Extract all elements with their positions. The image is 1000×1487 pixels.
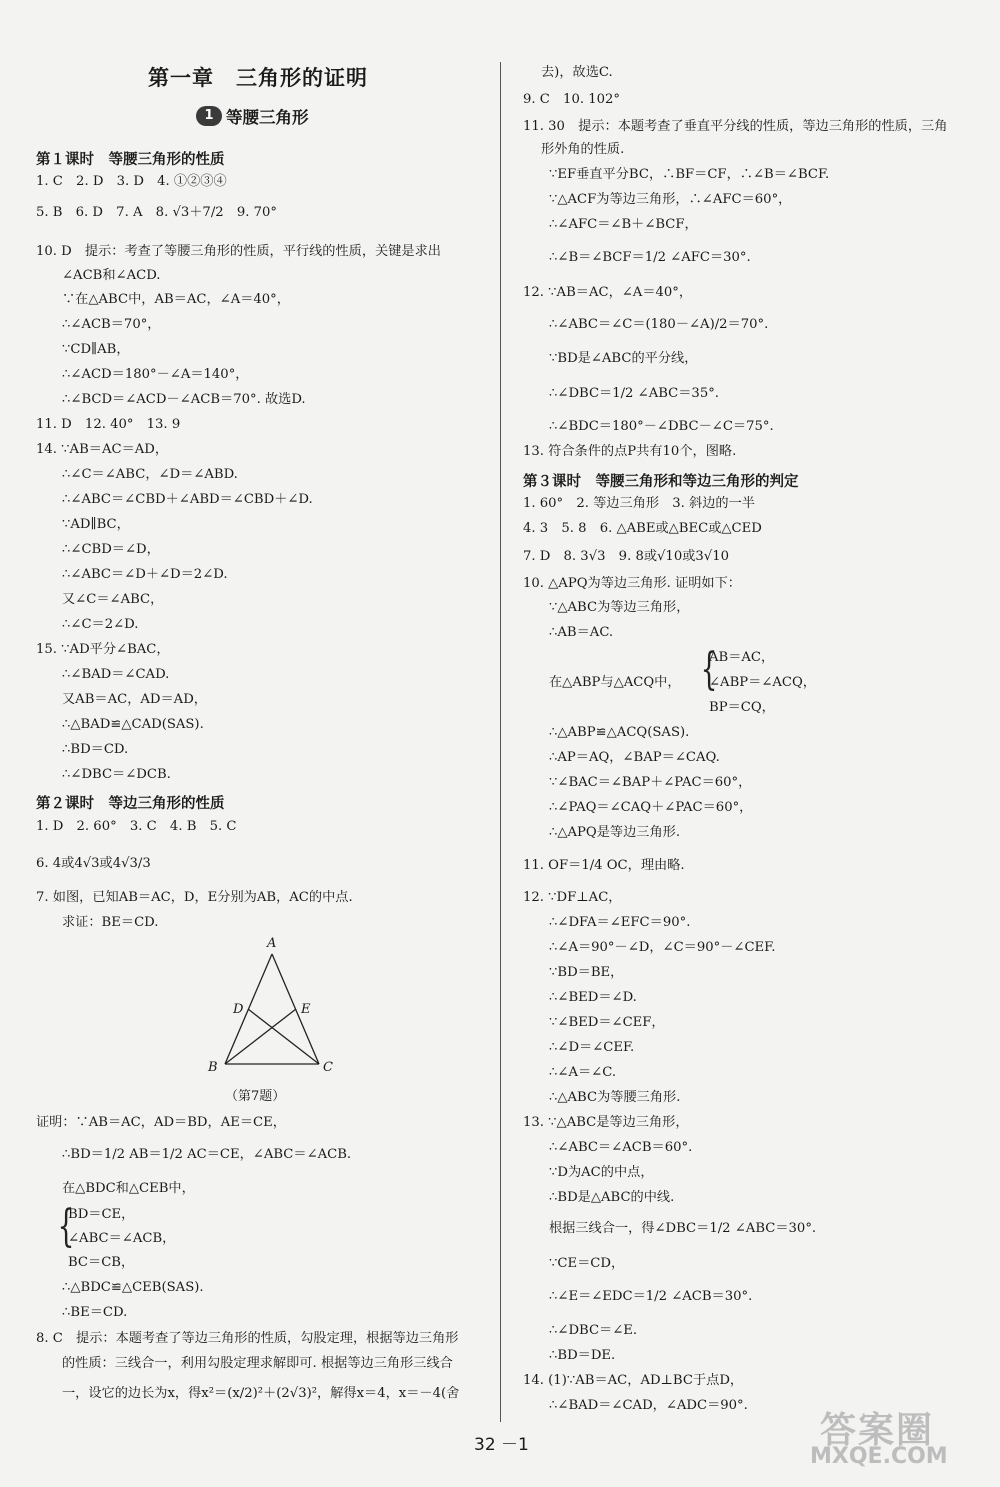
watermark-logo-text: 答案圈	[820, 1410, 935, 1451]
answer-line: 12. ∵AB＝AC，∠A＝40°，	[523, 285, 693, 300]
chapter-title: 第一章 三角形的证明	[148, 66, 368, 90]
answer-line: ∴∠BAD＝∠CAD，∠ADC＝90°.	[549, 1398, 748, 1413]
answer-line: ∴∠BCD＝∠ACD－∠ACB＝70°. 故选D.	[62, 392, 306, 407]
answer-line: ∴BD是△ABC的中线.	[549, 1190, 675, 1205]
answer-line: 证明：∵AB＝AC，AD＝BD，AE＝CE，	[36, 1115, 286, 1130]
answer-line: ∴△ABP≌△ACQ(SAS).	[549, 725, 690, 740]
system-brace: {	[700, 644, 718, 695]
answer-line: ∵△ABC为等边三角形，	[549, 600, 690, 615]
answer-line: 11. D 12. 40° 13. 9	[36, 417, 181, 432]
unit-number-badge: 1	[196, 106, 222, 126]
segment-cd	[248, 1009, 319, 1064]
section-title-lesson2: 第２课时 等边三角形的性质	[36, 796, 225, 812]
answer-line: ∴∠BAD＝∠CAD.	[62, 667, 170, 682]
site-watermark	[800, 1402, 980, 1477]
answer-line: ∠ABC＝∠ACB，	[68, 1231, 176, 1246]
answer-line: ∠ABP＝∠ACQ，	[709, 675, 816, 690]
answer-line: 在△ABP与△ACQ中，	[549, 675, 681, 690]
answer-line: 14. ∵AB＝AC＝AD，	[36, 442, 169, 457]
answer-line: ∵CD∥AB，	[62, 342, 130, 357]
answer-line: ∴BD＝1/2 AB＝1/2 AC＝CE，∠ABC＝∠ACB.	[62, 1147, 352, 1162]
answer-line: ∴∠A＝90°－∠D，∠C＝90°－∠CEF.	[549, 940, 776, 955]
answer-line: ∴∠E＝∠EDC＝1/2 ∠ACB＝30°.	[549, 1289, 753, 1304]
unit-title: 等腰三角形	[226, 108, 309, 127]
section-title-lesson3: 第３课时 等腰三角形和等边三角形的判定	[523, 474, 799, 490]
answer-line: ∵△ACF为等边三角形，∴∠AFC＝60°，	[549, 192, 792, 207]
figure-caption: （第7题）	[225, 1089, 286, 1104]
answer-line: ∵D为AC的中点，	[549, 1165, 654, 1180]
answer-line: 7. D 8. 3√3 9. 8或√10或3√10	[523, 549, 729, 564]
answer-line: 9. C 10. 102°	[523, 92, 620, 107]
answer-line: 求证：BE＝CD.	[62, 915, 159, 930]
answer-line: 根据三线合一，得∠DBC＝1/2 ∠ABC＝30°.	[549, 1221, 817, 1236]
answer-line: ∴∠CBD＝∠D，	[62, 542, 160, 557]
answer-line: 形外角的性质.	[541, 142, 625, 157]
answer-line: AB＝AC，	[709, 650, 775, 665]
answer-line: ∴∠DBC＝1/2 ∠ABC＝35°.	[549, 386, 719, 401]
answer-line: ∴∠ABC＝∠C＝(180－∠A)/2＝70°.	[549, 317, 769, 332]
answer-line: 去)，故选C.	[541, 65, 613, 80]
answer-line: 在△BDC和△CEB中，	[62, 1181, 195, 1196]
answer-line: ∴∠PAQ＝∠CAQ＋∠PAC＝60°，	[549, 800, 753, 815]
answer-line: ∵CE＝CD，	[549, 1256, 625, 1271]
segment-be	[225, 1009, 296, 1064]
answer-line: ∴△BDC≌△CEB(SAS).	[62, 1280, 204, 1295]
answer-line: ∠ACB和∠ACD.	[62, 268, 161, 283]
answer-line: ∴∠C＝∠ABC，∠D＝∠ABD.	[62, 467, 238, 482]
answer-line: 10. △APQ为等边三角形. 证明如下：	[523, 576, 741, 591]
answer-line: 14. (1)∵AB＝AC，AD⊥BC于点D，	[523, 1373, 744, 1388]
answer-line: ∴∠D＝∠CEF.	[549, 1040, 635, 1055]
answer-line: BP＝CQ，	[709, 700, 775, 715]
answer-line: ∴△ABC为等腰三角形.	[549, 1090, 681, 1105]
answer-line: ∴∠DBC＝∠E.	[549, 1323, 638, 1338]
vertex-label-e: E	[301, 1002, 311, 1017]
answer-line: ∴∠ABC＝∠D＋∠D＝2∠D.	[62, 567, 228, 582]
answer-line: 1. D 2. 60° 3. C 4. B 5. C	[36, 819, 237, 834]
answer-line: ∵BD是∠ABC的平分线，	[549, 351, 698, 366]
watermark-url: MXQE.COM	[810, 1444, 948, 1469]
vertex-label-b: B	[208, 1060, 218, 1075]
answer-line: 7. 如图，已知AB＝AC，D，E分别为AB，AC的中点.	[36, 890, 353, 905]
answer-line: 6. 4或4√3或4√3/3	[36, 856, 151, 871]
answer-line: 又AB＝AC，AD＝AD，	[62, 692, 207, 707]
answer-line: ∴BD＝CD.	[62, 742, 129, 757]
answer-line: 5. B 6. D 7. A 8. √3＋7/2 9. 70°	[36, 205, 277, 220]
system-brace: {	[57, 1201, 75, 1252]
answer-line: BD＝CE，	[68, 1207, 135, 1222]
answer-line: ∴∠DFA＝∠EFC＝90°.	[549, 915, 691, 930]
answer-line: ∵在△ABC中，AB＝AC，∠A＝40°，	[62, 292, 290, 307]
vertex-label-d: D	[233, 1002, 244, 1017]
vertex-label-c: C	[323, 1060, 333, 1075]
answer-line: 13. ∵△ABC是等边三角形，	[523, 1115, 689, 1130]
answer-line: ∵AD∥BC，	[62, 517, 130, 532]
answer-line: ∴AP＝AQ，∠BAP＝∠CAQ.	[549, 750, 720, 765]
answer-line: ∵∠BAC＝∠BAP＋∠PAC＝60°，	[549, 775, 752, 790]
column-divider	[500, 62, 501, 1422]
answer-line: 4. 3 5. 8 6. △ABE或△BEC或△CED	[523, 521, 762, 536]
answer-line: 的性质：三线合一，利用勾股定理求解即可. 根据等边三角形三线合	[62, 1356, 453, 1371]
answer-line: 13. 符合条件的点P共有10个，图略.	[523, 444, 737, 459]
answer-line: 8. C 提示：本题考查了等边三角形的性质，勾股定理，根据等边三角形	[36, 1331, 459, 1346]
triangle-figure	[205, 936, 345, 1107]
answer-line: ∴AB＝AC.	[549, 625, 614, 640]
answer-line: 11. OF＝1/4 OC，理由略.	[523, 858, 685, 873]
answer-line: ∴∠ABC＝∠CBD＋∠ABD＝∠CBD＋∠D.	[62, 492, 313, 507]
answer-line: ∴∠ACB＝70°，	[62, 317, 161, 332]
answer-line: ∵∠BED＝∠CEF，	[549, 1015, 665, 1030]
answer-line: ∵EF垂直平分BC，∴BF＝CF，∴∠B＝∠BCF.	[549, 167, 830, 182]
answer-line: ∴∠C＝2∠D.	[62, 617, 139, 632]
answer-line: ∴∠AFC＝∠B＋∠BCF，	[549, 217, 698, 232]
answer-line: 又∠C＝∠ABC，	[62, 592, 164, 607]
answer-line: ∴∠DBC＝∠DCB.	[62, 767, 171, 782]
unit-heading	[196, 104, 309, 128]
answer-line: 10. D 提示：考查了等腰三角形的性质，平行线的性质，关键是求出	[36, 244, 441, 259]
page-number: 32 －1	[474, 1435, 529, 1455]
answer-line: 1. 60° 2. 等边三角形 3. 斜边的一半	[523, 496, 755, 511]
answer-line: ∴BD＝DE.	[549, 1348, 616, 1363]
vertex-label-a: A	[267, 936, 277, 951]
answer-line: ∴∠A＝∠C.	[549, 1065, 617, 1080]
answer-line: ∴∠ABC＝∠ACB＝60°.	[549, 1140, 693, 1155]
answer-line: ∴∠ACD＝180°－∠A＝140°，	[62, 367, 249, 382]
answer-line: ∴∠BED＝∠D.	[549, 990, 637, 1005]
answer-line: ∴△APQ是等边三角形.	[549, 825, 681, 840]
section-title-lesson1: 第１课时 等腰三角形的性质	[36, 152, 225, 168]
answer-line: 12. ∵DF⊥AC，	[523, 890, 622, 905]
answer-line: 11. 30 提示：本题考查了垂直平分线的性质，等边三角形的性质，三角	[523, 119, 948, 134]
answer-line: ∴∠BDC＝180°－∠DBC－∠C＝75°.	[549, 419, 774, 434]
answer-line: BC＝CB，	[68, 1255, 135, 1270]
answer-line: 一，设它的边长为x，得x²＝(x/2)²＋(2√3)²，解得x＝4，x＝－4(舍	[62, 1386, 460, 1401]
answer-line: ∵BD＝BE，	[549, 965, 624, 980]
answer-line: 1. C 2. D 3. D 4. ①②③④	[36, 174, 227, 189]
answer-line: ∴BE＝CD.	[62, 1305, 128, 1320]
answer-line: ∴∠B＝∠BCF＝1/2 ∠AFC＝30°.	[549, 250, 751, 265]
answer-line: 15. ∵AD平分∠BAC，	[36, 642, 170, 657]
answer-line: ∴△BAD≌△CAD(SAS).	[62, 717, 204, 732]
